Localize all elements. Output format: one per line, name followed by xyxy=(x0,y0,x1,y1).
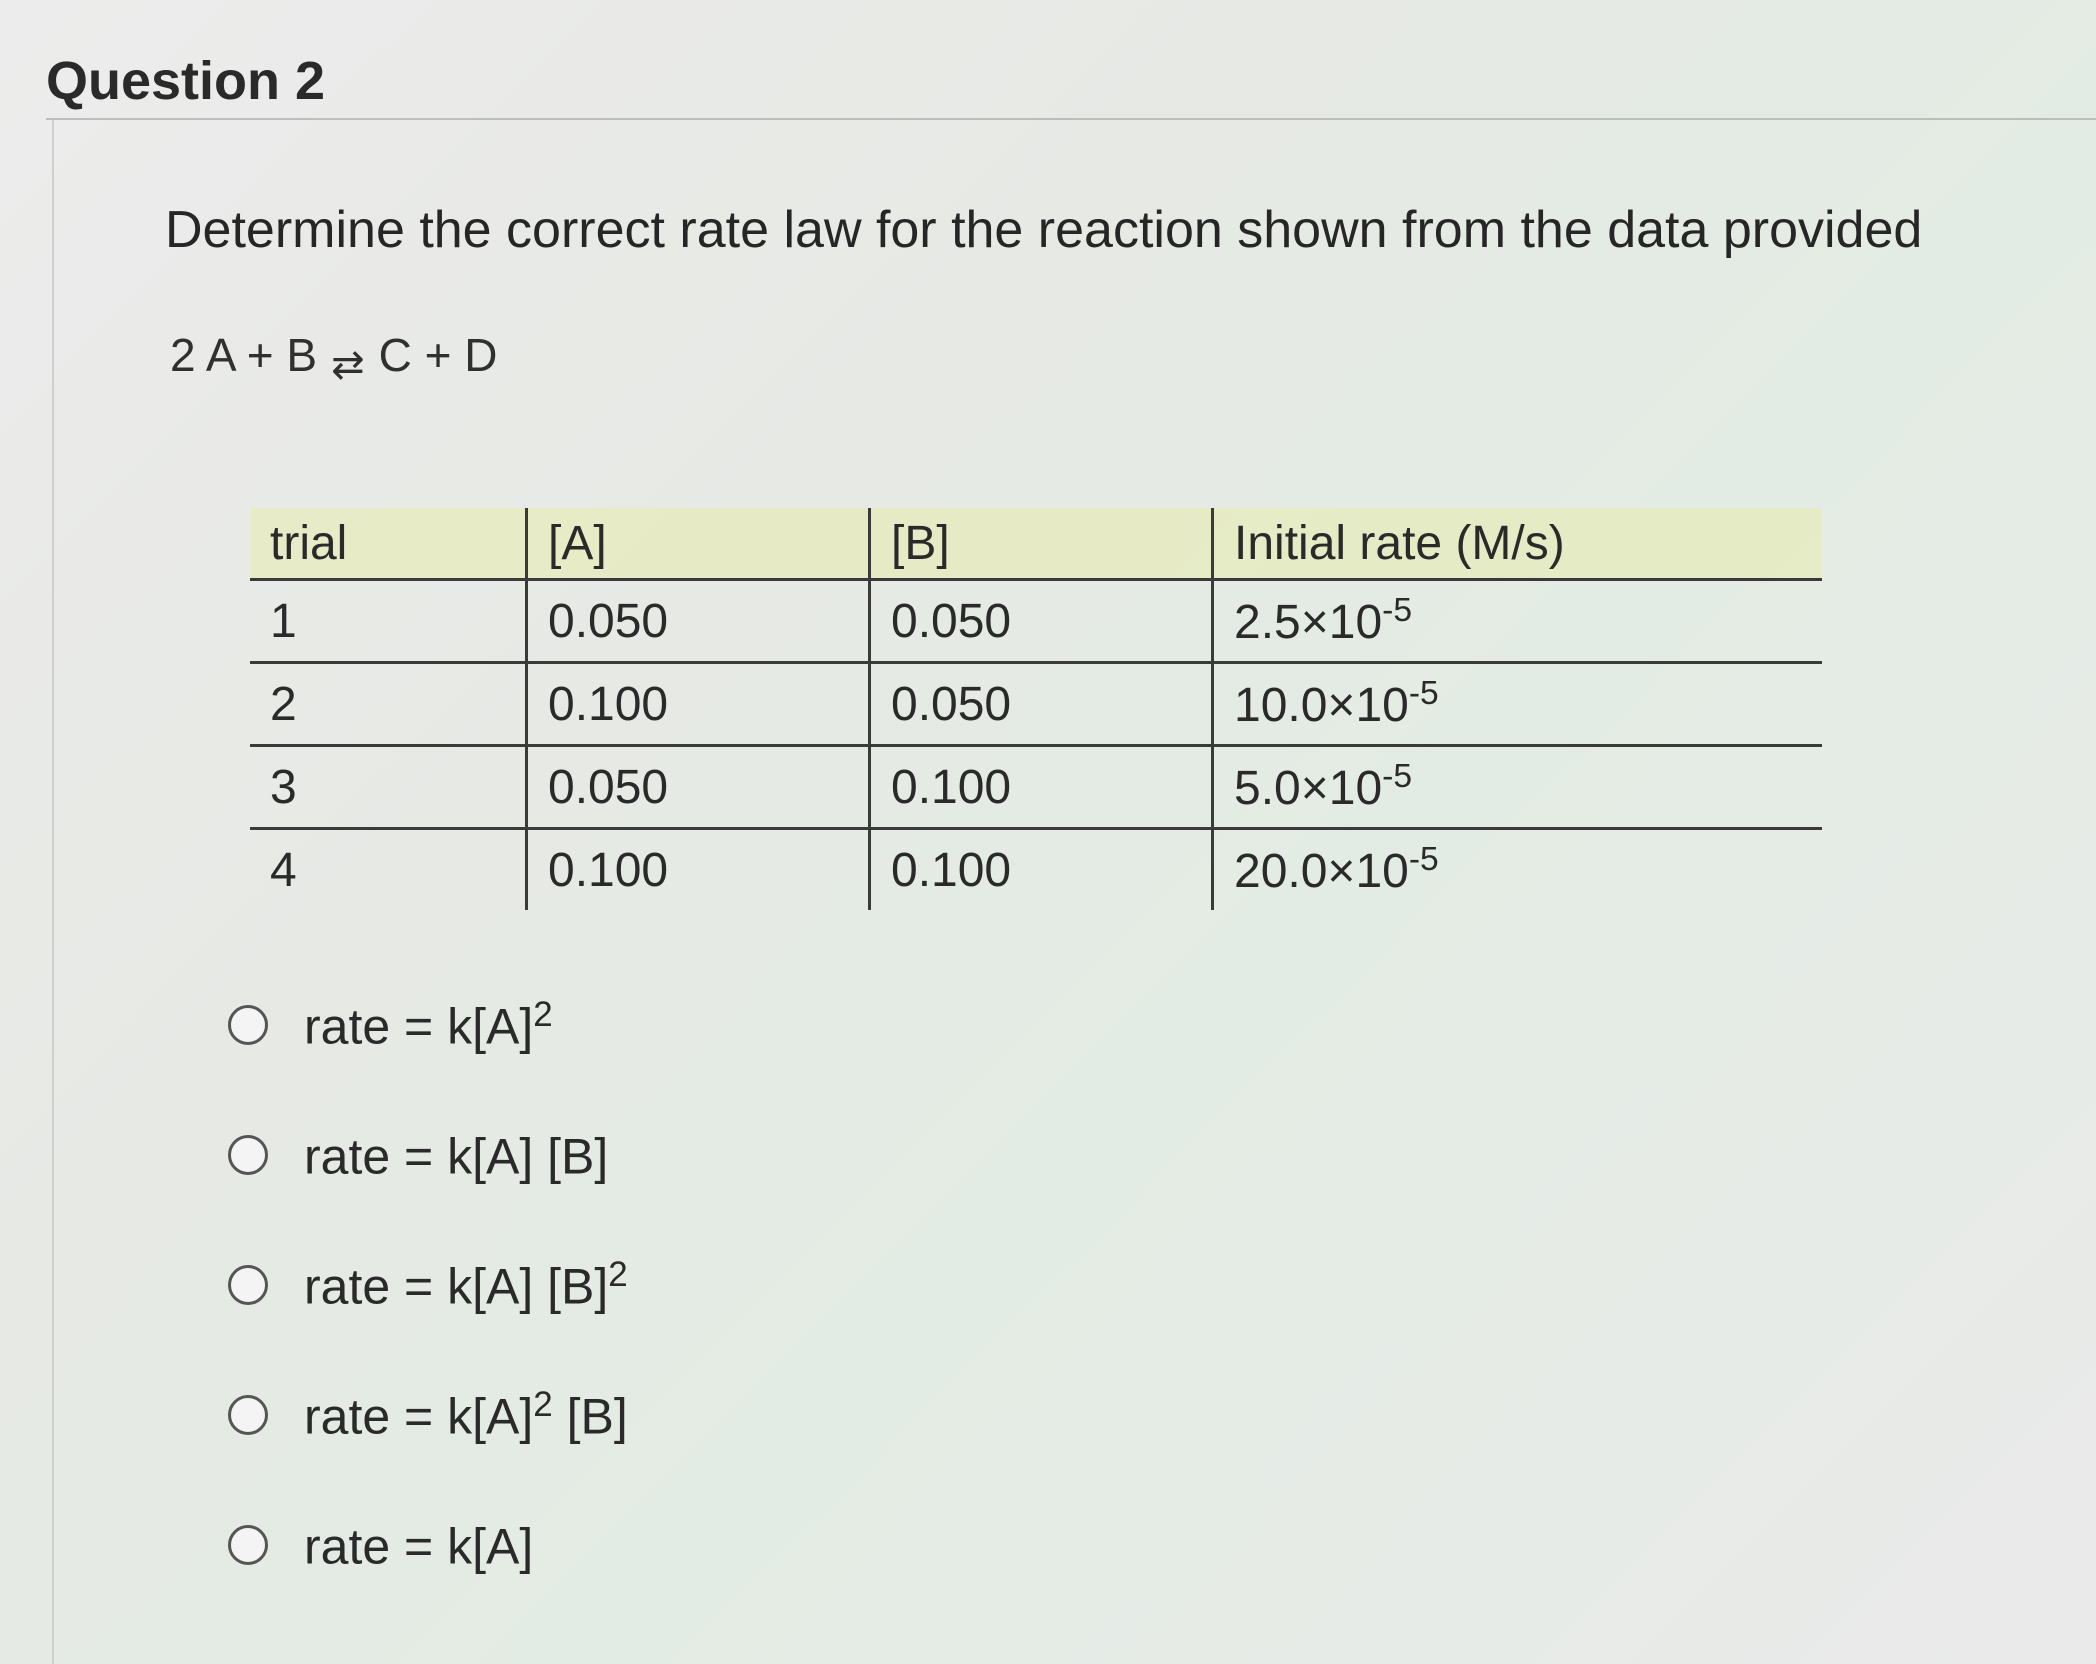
cell-a: 0.050 xyxy=(527,580,870,663)
table-row xyxy=(250,829,1822,911)
table-row xyxy=(250,580,1822,663)
header-initial-rate: Initial rate (M/s) xyxy=(1213,508,1823,580)
cell-a: 0.100 xyxy=(527,829,870,911)
question-prompt: Determine the correct rate law for the reaction shown from the data provided xyxy=(165,201,1923,259)
radio-button[interactable] xyxy=(228,1005,268,1045)
answer-option-1[interactable] xyxy=(228,960,628,1090)
reaction-equation xyxy=(170,328,498,387)
header-concentration-b: [B] xyxy=(870,508,1213,580)
question-title: Question 2 xyxy=(46,51,326,111)
rate-exponent: -5 xyxy=(1408,841,1439,878)
cell-rate xyxy=(1213,580,1823,663)
table-header-row xyxy=(250,508,1822,580)
cell-rate xyxy=(1213,746,1823,829)
table-row xyxy=(250,663,1822,746)
radio-button[interactable] xyxy=(228,1525,268,1565)
cell-b: 0.100 xyxy=(870,746,1213,829)
answer-option-5[interactable] xyxy=(228,1480,628,1610)
answer-option-3[interactable] xyxy=(228,1220,628,1350)
equation-products: C + D xyxy=(378,329,498,381)
cell-a: 0.050 xyxy=(527,746,870,829)
option-label: rate = k[A] [B] xyxy=(304,1128,609,1185)
radio-button[interactable] xyxy=(228,1265,268,1305)
answer-option-2[interactable] xyxy=(228,1090,628,1220)
header-concentration-a: [A] xyxy=(527,508,870,580)
cell-trial: 4 xyxy=(270,843,297,897)
radio-button[interactable] xyxy=(228,1395,268,1435)
rate-base: 2.5×10 xyxy=(1234,596,1383,649)
option-label: rate = $k[A]^2$ [B] xyxy=(304,1384,628,1445)
kinetics-data-table xyxy=(250,508,1822,910)
equation-reactants: 2 A + B xyxy=(170,329,318,381)
header-trial: trial xyxy=(250,508,527,580)
rate-base: 20.0×10 xyxy=(1234,845,1409,898)
cell-b: 0.050 xyxy=(870,580,1213,663)
cell-rate xyxy=(1213,829,1823,911)
rate-base: 5.0×10 xyxy=(1234,762,1383,815)
title-divider xyxy=(46,118,2096,120)
rate-exponent: -5 xyxy=(1382,758,1413,795)
cell-trial: 1 xyxy=(250,580,527,663)
answer-option-4[interactable] xyxy=(228,1350,628,1480)
table-row xyxy=(250,746,1822,829)
cell-trial: 2 xyxy=(250,663,527,746)
rate-exponent: -5 xyxy=(1382,592,1413,629)
cell-trial: 3 xyxy=(250,746,527,829)
radio-button[interactable] xyxy=(228,1135,268,1175)
cell-rate xyxy=(1213,663,1823,746)
content-left-border xyxy=(52,120,54,1664)
equilibrium-arrow-icon: ⇄ xyxy=(331,343,365,387)
answer-options xyxy=(228,960,628,1610)
option-label: rate = $k[A]^2$ xyxy=(304,994,553,1055)
cell-a: 0.100 xyxy=(527,663,870,746)
rate-base: 10.0×10 xyxy=(1234,679,1409,732)
rate-exponent: -5 xyxy=(1408,675,1439,712)
option-label: rate = k[A] xyxy=(304,1518,534,1575)
cell-b: 0.050 xyxy=(870,663,1213,746)
cell-b: 0.100 xyxy=(870,829,1213,911)
option-label: rate = k[A] $[B]^2$ xyxy=(304,1254,628,1315)
